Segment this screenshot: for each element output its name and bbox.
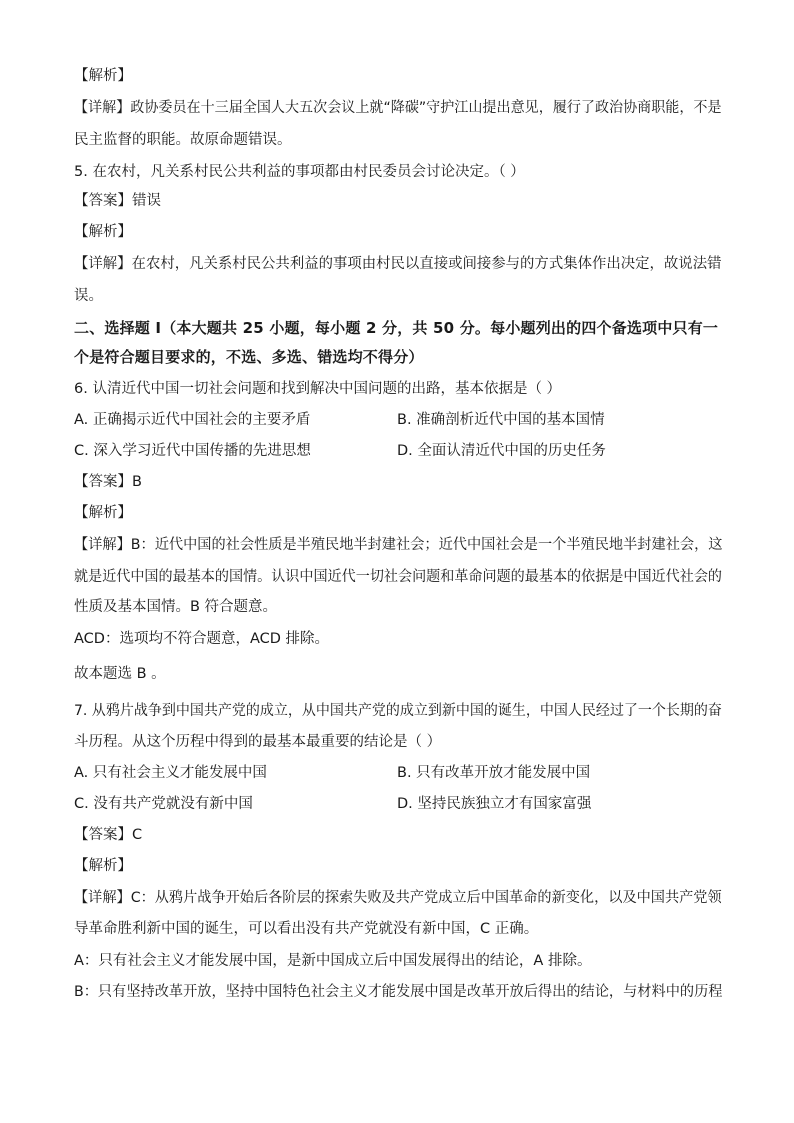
answer-label: 【答案】错误 [74, 193, 161, 209]
answer-label: 【答案】B [74, 474, 142, 490]
detail-text: 【详解】C：从鸦片战争开始后各阶层的探索失败及共产党成立后中国革命的新变化，以及中国共产党领 [74, 890, 722, 906]
option-c: C. 没有共产党就没有新中国 [74, 796, 253, 812]
question-6: 6. 认清近代中国一切社会问题和找到解决中国问题的出路，基本依据是（ ） [74, 381, 562, 397]
option-a: A. 正确揭示近代中国社会的主要矛盾 [74, 412, 311, 428]
detail-text: A：只有社会主义才能发展中国，是新中国成立后中国发展得出的结论，A 排除。 [74, 953, 592, 969]
section-heading: 二、选择题 I（本大题共 25 小题，每小题 2 分，共 50 分。每小题列出的四个备选项中只有一 [74, 319, 719, 337]
option-a: A. 只有社会主义才能发展中国 [74, 765, 267, 781]
option-d: D. 坚持民族独立才有国家富强 [397, 796, 592, 812]
detail-text: 【详解】政协委员在十三届全国人大五次会议上就“降碳”守护江山提出意见，履行了政治协商职能，不是 [74, 100, 722, 116]
option-b: B. 只有改革开放才能发展中国 [397, 765, 591, 781]
section-heading: 个是符合题目要求的，不选、多选、错选均不得分） [74, 348, 424, 366]
detail-text: 就是近代中国的最基本的国情。认识中国近代一切社会问题和革命问题的最基本的依据是中国近代社会的 [74, 569, 722, 585]
detail-text: B：只有坚持改革开放，坚持中国特色社会主义才能发展中国是改革开放后得出的结论，与材料中的历程 [74, 984, 723, 1000]
detail-text: 故本题选 B 。 [74, 666, 166, 682]
detail-text: 性质及基本国情。B 符合题意。 [74, 599, 278, 615]
detail-text: 民主监督的职能。故原命题错误。 [74, 132, 292, 148]
question-7: 7. 从鸦片战争到中国共产党的成立，从中国共产党的成立到新中国的诞生，中国人民经过了一个长期的奋 [74, 703, 722, 719]
detail-text: 【详解】在农村，凡关系村民公共利益的事项由村民以直接或间接参与的方式集体作出决定，故说法错 [74, 256, 722, 272]
detail-text: 导革命胜利新中国的诞生，可以看出没有共产党就没有新中国，C 正确。 [74, 921, 539, 937]
analysis-label: 【解析】 [74, 858, 132, 874]
detail-text: 【详解】B：近代中国的社会性质是半殖民地半封建社会；近代中国社会是一个半殖民地半封建社会，这 [74, 537, 723, 553]
detail-text: ACD：选项均不符合题意，ACD 排除。 [74, 631, 330, 647]
question-5: 5. 在农村，凡关系村民公共利益的事项都由村民委员会讨论决定。（ ） [74, 164, 525, 180]
detail-text: 误。 [74, 288, 103, 304]
analysis-label: 【解析】 [74, 224, 132, 240]
analysis-label: 【解析】 [74, 505, 132, 521]
option-b: B. 准确剖析近代中国的基本国情 [397, 412, 605, 428]
analysis-label: 【解析】 [74, 68, 132, 84]
question-7: 斗历程。从这个历程中得到的最基本最重要的结论是（ ） [74, 734, 442, 750]
answer-label: 【答案】C [74, 827, 143, 843]
option-c: C. 深入学习近代中国传播的先进思想 [74, 443, 311, 459]
option-d: D. 全面认清近代中国的历史任务 [397, 443, 606, 459]
